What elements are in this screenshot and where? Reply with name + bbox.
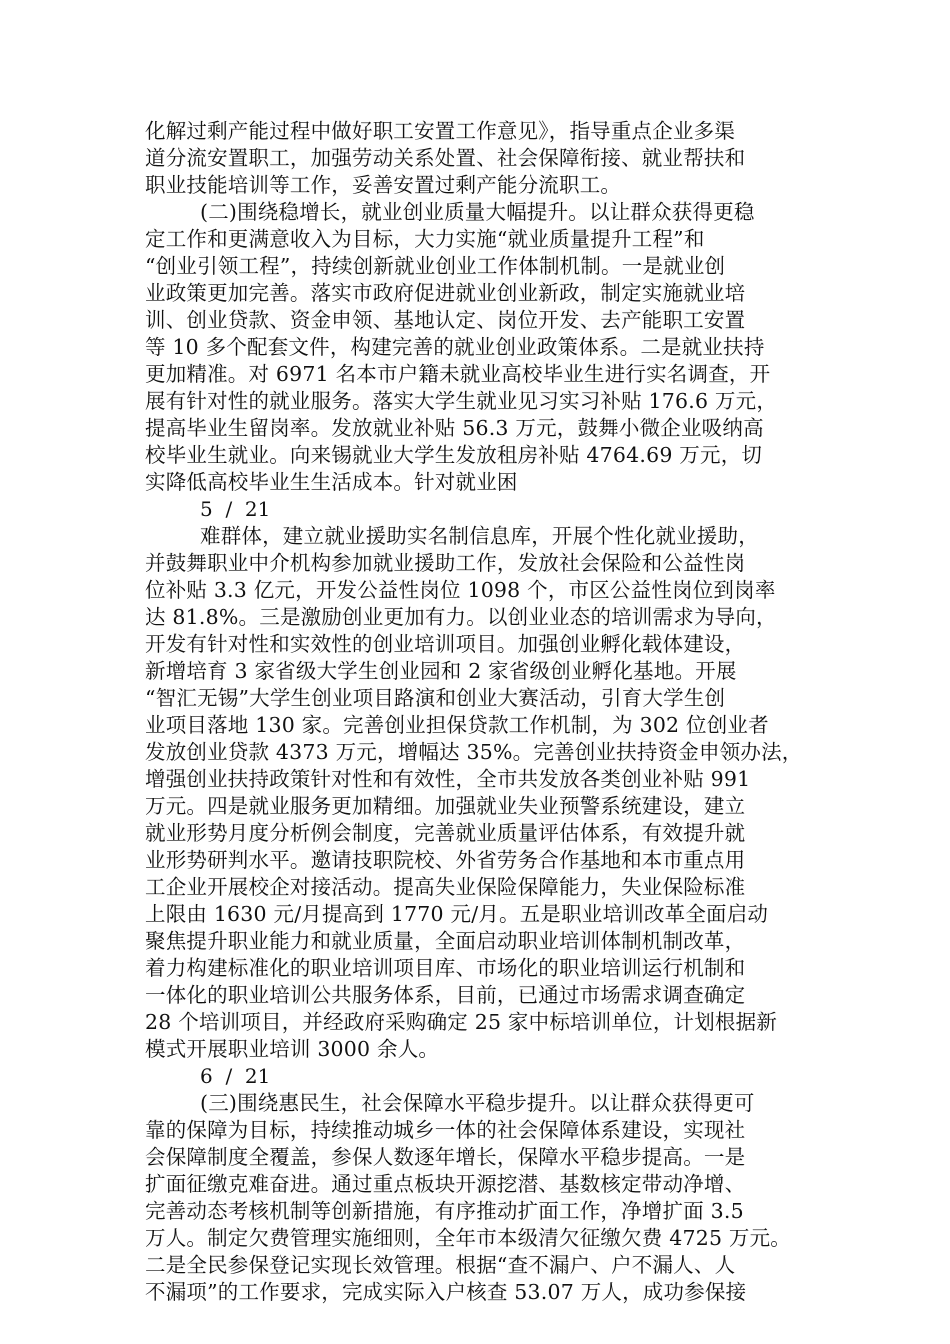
text-line: “智汇无锡”大学生创业项目路演和创业大赛活动，引育大学生创 [145, 686, 726, 710]
text-line: 扩面征缴克难奋进。通过重点板块开源挖潜、基数核定带动净增、 [145, 1172, 746, 1196]
text-line: 完善动态考核机制等创新措施，有序推动扩面工作，净增扩面 3.5 [145, 1199, 744, 1223]
page-marker: 6 / 21 [200, 1064, 271, 1088]
text-line: 着力构建标准化的职业培训项目库、市场化的职业培训运行机制和 [145, 956, 746, 980]
text-line: 二是全民参保登记实现长效管理。根据“查不漏户、户不漏人、人 [145, 1253, 736, 1277]
text-line: 展有针对性的就业服务。落实大学生就业见习实习补贴 176.6 万元， [145, 389, 778, 413]
text-line: 校毕业生就业。向来锡就业大学生发放租房补贴 4764.69 万元，切 [145, 443, 763, 467]
text-line: 提高毕业生留岗率。发放就业补贴 56.3 万元，鼓舞小微企业吸纳高 [145, 416, 764, 440]
text-line: 万元。四是就业服务更加精细。加强就业失业预警系统建设，建立 [145, 794, 746, 818]
paragraph-start-line: (二)围绕稳增长，就业创业质量大幅提升。以让群众获得更稳 [200, 200, 755, 224]
text-line: 业形势研判水平。邀请技职院校、外省劳务合作基地和本市重点用 [145, 848, 746, 872]
text-line: 并鼓舞职业中介机构参加就业援助工作，发放社会保险和公益性岗 [145, 551, 746, 575]
text-line: “创业引领工程”，持续创新就业创业工作体制机制。一是就业创 [145, 254, 726, 278]
text-line: 开发有针对性和实效性的创业培训项目。加强创业孵化载体建设， [145, 632, 746, 656]
text-line: 实降低高校毕业生生活成本。针对就业困 [145, 470, 518, 494]
text-line: 业项目落地 130 家。完善创业担保贷款工作机制，为 302 位创业者 [145, 713, 769, 737]
text-line: 等 10 多个配套文件，构建完善的就业创业政策体系。二是就业扶持 [145, 335, 765, 359]
text-line: 职业技能培训等工作，妥善安置过剩产能分流职工。 [145, 173, 622, 197]
text-line: 28 个培训项目，并经政府采购确定 25 家中标培训单位，计划根据新 [145, 1010, 778, 1034]
text-line: 增强创业扶持政策针对性和有效性，全市共发放各类创业补贴 991 [145, 767, 751, 791]
text-line: 上限由 1630 元/月提高到 1770 元/月。五是职业培训改革全面启动 [145, 902, 769, 926]
text-line: 化解过剩产能过程中做好职工安置工作意见》，指导重点企业多渠 [145, 119, 736, 143]
page-marker: 5 / 21 [200, 497, 271, 521]
text-line: 新增培育 3 家省级大学生创业园和 2 家省级创业孵化基地。开展 [145, 659, 737, 683]
text-line: 发放创业贷款 4373 万元，增幅达 35%。完善创业扶持资金申领办法， [145, 740, 803, 764]
text-line: 更加精准。对 6971 名本市户籍未就业高校毕业生进行实名调查，开 [145, 362, 771, 386]
text-line: 聚焦提升职业能力和就业质量，全面启动职业培训体制机制改革， [145, 929, 746, 953]
text-line: 一体化的职业培训公共服务体系，目前，已通过市场需求调查确定 [145, 983, 746, 1007]
paragraph-start-line: (三)围绕惠民生，社会保障水平稳步提升。以让群众获得更可 [200, 1091, 755, 1115]
text-line: 靠的保障为目标，持续推动城乡一体的社会保障体系建设，实现社 [145, 1118, 746, 1142]
text-line: 道分流安置职工，加强劳动关系处置、社会保障衔接、就业帮扶和 [145, 146, 746, 170]
text-line: 就业形势月度分析例会制度，完善就业质量评估体系，有效提升就 [145, 821, 746, 845]
text-line: 业政策更加完善。落实市政府促进就业创业新政，制定实施就业培 [145, 281, 746, 305]
text-line: 工企业开展校企对接活动。提高失业保险保障能力，失业保险标准 [145, 875, 746, 899]
text-line: 会保障制度全覆盖，参保人数逐年增长，保障水平稳步提高。一是 [145, 1145, 746, 1169]
text-line: 万人。制定欠费管理实施细则，全年市本级清欠征缴欠费 4725 万元。 [145, 1226, 792, 1250]
text-line: 不漏项”的工作要求，完成实际入户核查 53.07 万人，成功参保接 [145, 1280, 747, 1304]
text-line: 定工作和更满意收入为目标，大力实施“就业质量提升工程”和 [145, 227, 705, 251]
paragraph-start-line: 难群体，建立就业援助实名制信息库，开展个性化就业援助， [200, 524, 759, 548]
text-line: 位补贴 3.3 亿元，开发公益性岗位 1098 个，市区公益性岗位到岗率 [145, 578, 776, 602]
text-line: 训、创业贷款、资金申领、基地认定、岗位开发、去产能职工安置 [145, 308, 746, 332]
text-line: 达 81.8%。三是激励创业更加有力。以创业业态的培训需求为导向， [145, 605, 777, 629]
text-line: 模式开展职业培训 3000 余人。 [145, 1037, 440, 1061]
